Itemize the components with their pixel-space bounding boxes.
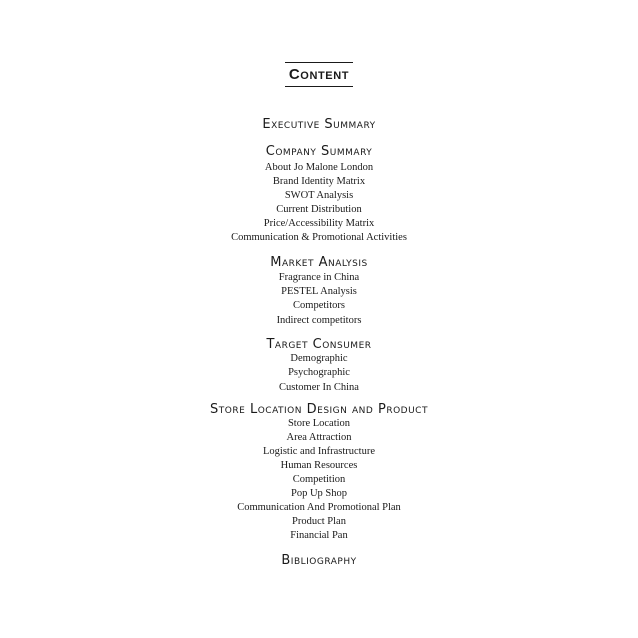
toc-item[interactable]: Pop Up Shop	[290, 488, 347, 499]
toc-heading-target-consumer[interactable]: Target Consumer	[266, 337, 372, 352]
toc-heading-store-location-design[interactable]: Store Location Design and Product	[210, 402, 428, 417]
toc-item[interactable]: Brand Identity Matrix	[272, 176, 366, 187]
toc-item[interactable]: Current Distribution	[276, 204, 362, 215]
title-block	[0, 62, 638, 87]
toc-item[interactable]: Financial Pan	[290, 530, 348, 541]
toc-item[interactable]: Competitors	[293, 300, 345, 311]
toc-item[interactable]: Area Attraction	[286, 432, 352, 443]
toc-item[interactable]: Communication And Promotional Plan	[237, 502, 401, 513]
toc-item[interactable]: Customer In China	[279, 382, 359, 393]
toc-item[interactable]: Human Resources	[280, 460, 358, 471]
toc-item[interactable]: Psychographic	[288, 367, 350, 378]
toc-heading-company-summary[interactable]: Company Summary	[265, 144, 373, 159]
toc-item[interactable]: Price/Accessibility Matrix	[263, 218, 375, 229]
toc-item[interactable]: Logistic and Infrastructure	[263, 446, 375, 457]
toc-item[interactable]: PESTEL Analysis	[281, 286, 357, 297]
toc-heading-executive-summary[interactable]: Executive Summary	[262, 117, 376, 132]
toc-item[interactable]: Fragrance in China	[278, 272, 360, 283]
toc-item[interactable]: Indirect competitors	[276, 315, 362, 326]
toc-item[interactable]: Demographic	[290, 353, 348, 364]
toc-item[interactable]: Product Plan	[292, 516, 346, 527]
toc-item[interactable]: About Jo Malone London	[264, 162, 374, 173]
page-title: Content	[285, 62, 353, 87]
toc-heading-bibliography[interactable]: Bibliography	[281, 553, 357, 568]
toc-item[interactable]: Competition	[292, 474, 346, 485]
toc-item[interactable]: SWOT Analysis	[284, 190, 354, 201]
toc-heading-market-analysis[interactable]: Market Analysis	[270, 255, 368, 270]
toc-item[interactable]: Communication & Promotional Activities	[231, 232, 407, 243]
toc-item[interactable]: Store Location	[287, 418, 351, 429]
